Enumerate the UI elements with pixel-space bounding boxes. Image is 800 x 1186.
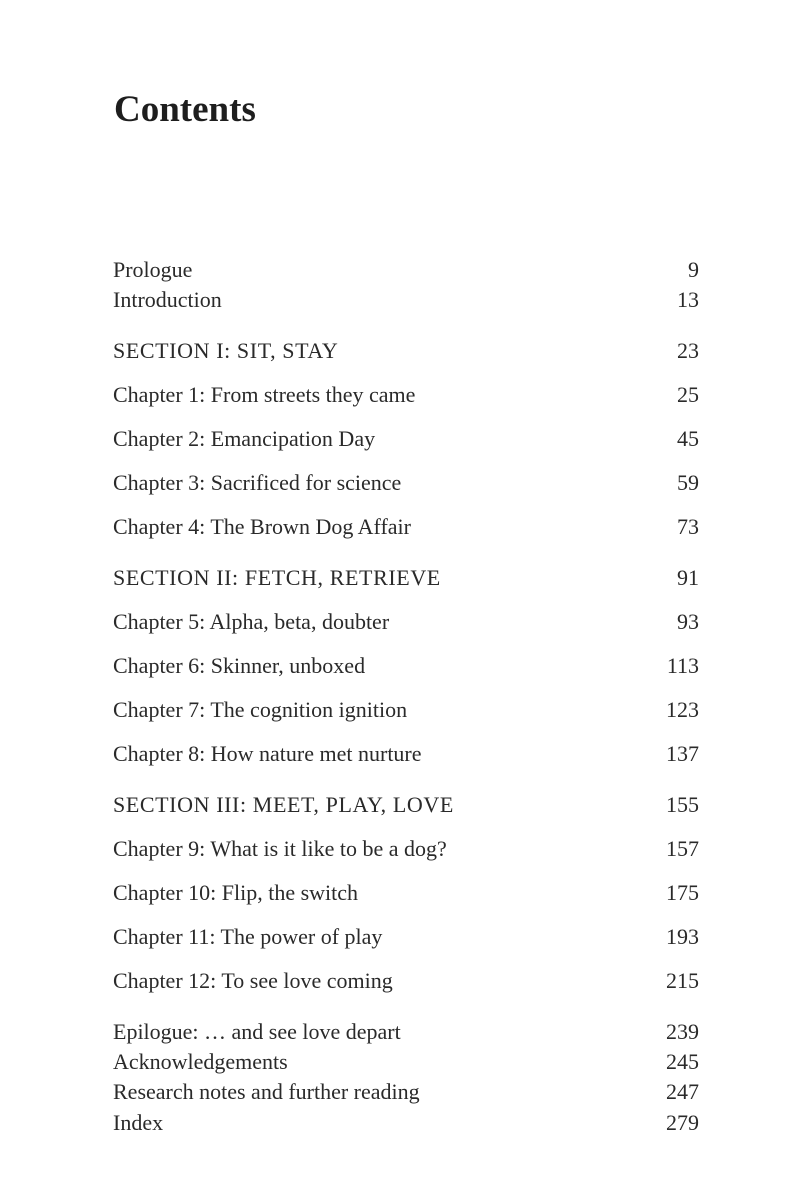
toc-entry-label: Acknowledgements (113, 1049, 288, 1074)
toc-entry-chapter-1 (113, 381, 699, 409)
toc-entry-chapter-12 (113, 967, 699, 995)
toc-entry-page-number: 137 (666, 741, 699, 766)
toc-entry-acknowledgements (113, 1048, 699, 1076)
toc-entry-label: Chapter 6: Skinner, unboxed (113, 653, 366, 678)
toc-entry-introduction (113, 286, 699, 314)
toc-entry-research-notes (113, 1078, 699, 1106)
toc-entry-label: Chapter 4: The Brown Dog Affair (113, 514, 411, 539)
toc-entry-label: Introduction (113, 287, 222, 312)
toc-entry-label: Chapter 2: Emancipation Day (113, 426, 376, 451)
toc-entry-label: Chapter 3: Sacrificed for science (113, 470, 402, 495)
toc-entry-label: Chapter 5: Alpha, beta, doubter (113, 609, 390, 634)
toc-entry-page-number: 73 (677, 514, 699, 539)
toc-entry-page-number: 45 (677, 426, 699, 451)
toc-entry-page-number: 245 (666, 1049, 699, 1074)
toc-entry-label: Chapter 7: The cognition ignition (113, 697, 408, 722)
toc-section-label: SECTION II: FETCH, RETRIEVE (113, 565, 441, 590)
toc-entry-label: Chapter 8: How nature met nurture (113, 741, 422, 766)
toc-entry-epilogue (113, 1018, 699, 1046)
toc-entry-page-number: 247 (666, 1079, 699, 1104)
toc-entry-chapter-8 (113, 740, 699, 768)
toc-entry-page-number: 91 (677, 565, 699, 590)
toc-entry-page-number: 113 (666, 653, 699, 678)
toc-entry-prologue (113, 256, 699, 284)
toc-entry-label: Chapter 1: From streets they came (113, 382, 416, 407)
toc-entry-page-number: 155 (666, 792, 699, 817)
toc-entry-page-number: 93 (677, 609, 699, 634)
toc-entry-chapter-7 (113, 696, 699, 724)
toc-entry-page-number: 157 (666, 836, 699, 861)
toc-entry-page-number: 279 (666, 1110, 699, 1135)
toc-entry-page-number: 215 (666, 968, 699, 993)
toc-entry-page-number: 175 (666, 880, 699, 905)
toc-section-label: SECTION III: MEET, PLAY, LOVE (113, 792, 454, 817)
toc-entry-page-number: 13 (677, 287, 699, 312)
toc-section-2 (113, 564, 699, 592)
toc-section-label: SECTION I: SIT, STAY (113, 338, 339, 363)
toc-entry-page-number: 123 (666, 697, 699, 722)
toc-entry-chapter-3 (113, 469, 699, 497)
toc-entry-page-number: 239 (666, 1019, 699, 1044)
toc-entry-label: Chapter 11: The power of play (113, 924, 383, 949)
toc-entry-label: Research notes and further reading (113, 1079, 420, 1104)
toc-entry-chapter-10 (113, 879, 699, 907)
toc-entry-label: Chapter 12: To see love coming (113, 968, 393, 993)
toc-entry-chapter-9 (113, 835, 699, 863)
toc-entry-page-number: 25 (677, 382, 699, 407)
toc-entry-chapter-5 (113, 608, 699, 636)
toc-entry-page-number: 23 (677, 338, 699, 363)
toc-entry-chapter-2 (113, 425, 699, 453)
toc-entry-label: Chapter 9: What is it like to be a dog? (113, 836, 447, 861)
toc-entry-chapter-11 (113, 923, 699, 951)
toc-entry-label: Prologue (113, 257, 193, 282)
toc-entry-page-number: 9 (688, 257, 699, 282)
toc-section-3 (113, 791, 699, 819)
toc-entry-chapter-4 (113, 513, 699, 541)
toc-entry-label: Epilogue: … and see love depart (113, 1019, 401, 1044)
toc-entry-label: Index (113, 1110, 164, 1135)
toc-entry-chapter-6 (113, 652, 699, 680)
toc-section-1 (113, 337, 699, 365)
toc-entry-index (113, 1109, 699, 1137)
toc-entry-label: Chapter 10: Flip, the switch (113, 880, 359, 905)
toc-entry-page-number: 193 (666, 924, 699, 949)
page-title: Contents (114, 89, 256, 130)
toc-entry-page-number: 59 (677, 470, 699, 495)
